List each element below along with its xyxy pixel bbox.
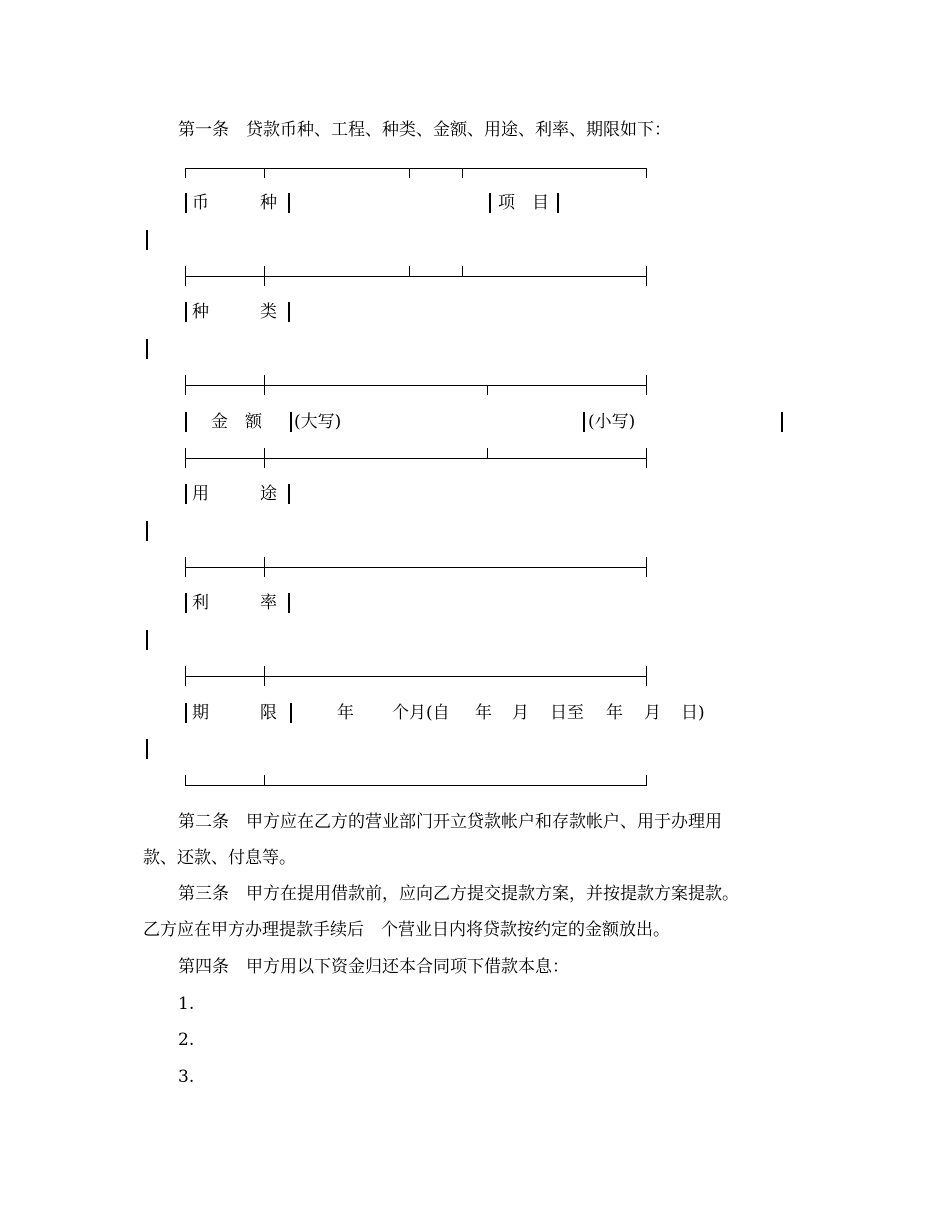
amount-lower-label: (小写) — [588, 412, 636, 432]
term-from-month: 月 — [512, 703, 529, 723]
article3-line2: 乙方应在甲方办理提款手续后 个营业日内将贷款按约定的金额放出。 — [143, 920, 670, 940]
project-label: 项 目 — [498, 193, 549, 213]
term-to-day: 日) — [681, 703, 705, 723]
article3-line1: 第三条 甲方在提用借款前，应向乙方提交提款方案，并按提款方案提款。 — [178, 884, 739, 904]
amount-label: 金 额 — [211, 412, 262, 432]
term-year: 年 — [337, 703, 354, 723]
term-label: 期 限 — [192, 703, 277, 723]
term-month: 个月(自 — [392, 703, 450, 723]
list-item: 1. — [178, 994, 195, 1014]
currency-label: 币 种 — [192, 193, 277, 213]
article2-line2: 款、还款、付息等。 — [143, 848, 296, 868]
article2-line1: 第二条 甲方应在乙方的营业部门开立贷款帐户和存款帐户、用于办理用 — [178, 812, 722, 832]
term-to-year: 年 — [606, 703, 623, 723]
rate-label: 利 率 — [192, 593, 277, 613]
amount-upper-label: (大写) — [294, 412, 342, 432]
list-item: 3. — [178, 1067, 195, 1087]
type-label: 种 类 — [192, 302, 277, 322]
term-from-year: 年 — [475, 703, 492, 723]
term-from-day-to: 日至 — [550, 703, 584, 723]
list-item: 2. — [178, 1030, 195, 1050]
article4-heading: 第四条 甲方用以下资金归还本合同项下借款本息： — [178, 957, 569, 977]
article1-heading: 第一条 贷款币种、工程、种类、金额、用途、利率、期限如下： — [178, 120, 671, 140]
usage-label: 用 途 — [192, 484, 277, 504]
term-to-month: 月 — [644, 703, 661, 723]
